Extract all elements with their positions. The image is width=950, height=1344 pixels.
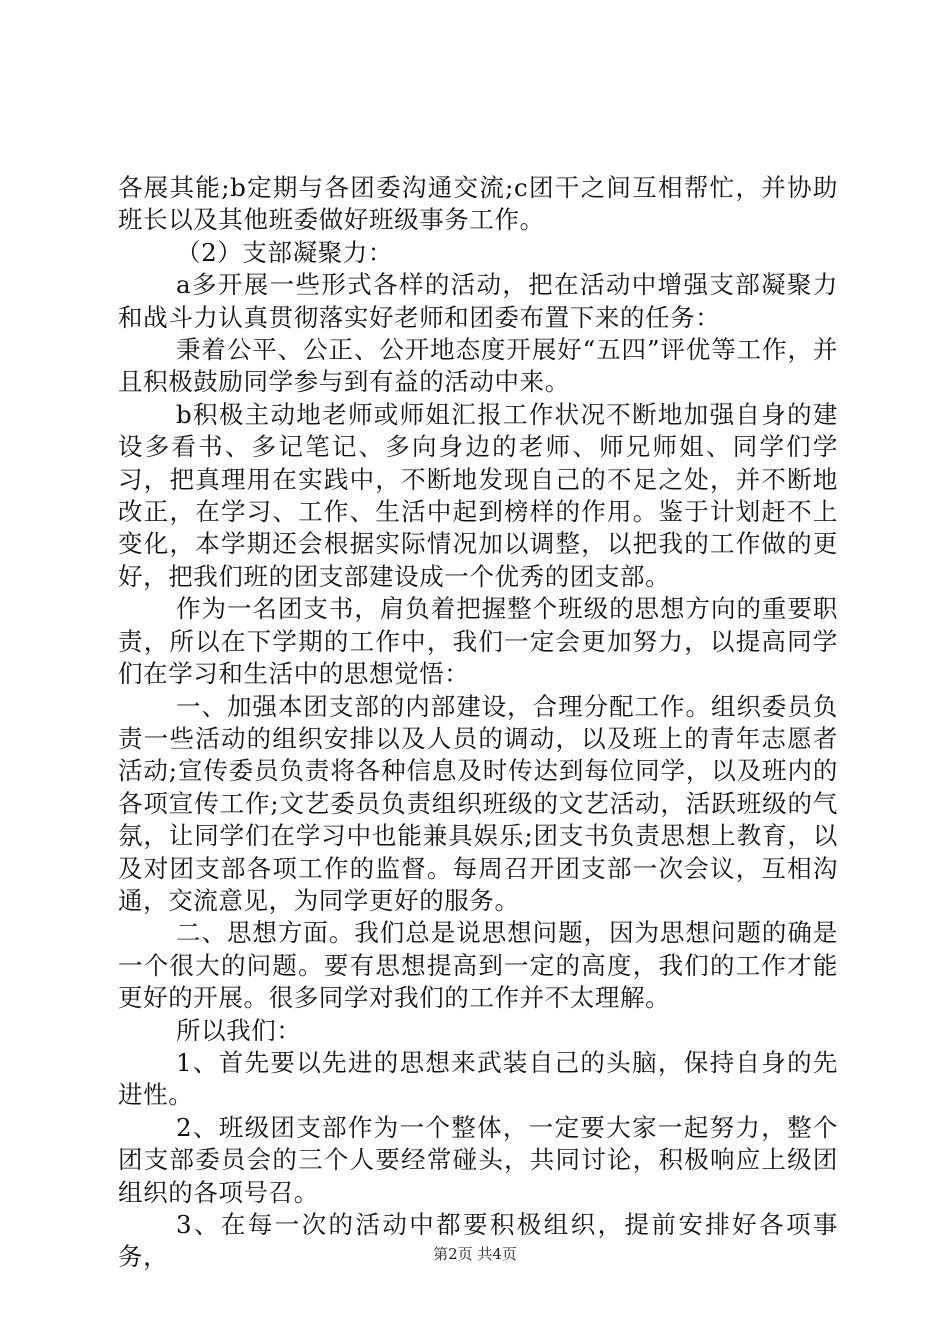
paragraph-so-we: 所以我们：: [176, 1015, 302, 1045]
paragraph-secretary-role: 作为一名团支书，肩负着把握整个班级的思想方向的重要职责，所以在下学期的工作中，我们一定会更加努力，以提高同学们在学习和生活中的思想觉悟：: [118, 594, 838, 689]
paragraph-point-one: 一、加强本团支部的内部建设，合理分配工作。组织委员负责一些活动的组织安排以及人员的调动，以及班上的青年志愿者活动;宣传委员负责将各种信息及时传达到每位同学，以及班内的各项宣传工作;文艺委员负责组织班级的文艺活动，活跃班级的气氛，让同学们在学习中也能兼具娱乐;团支书负责思想上教育，以及对团支部各项工作的监督。每周召开团支部一次会议，互相沟通，交流意见，为同学更好的服务。: [118, 691, 838, 915]
paragraph-point-two: 二、思想方面。我们总是说思想问题，因为思想问题的确是一个很大的问题。要有思想提高到一定的高度，我们的工作才能更好的开展。很多同学对我们的工作并不太理解。: [118, 918, 838, 1013]
paragraph-item-a: a多开展一些形式各样的活动，把在活动中增强支部凝聚力和战斗力认真贯彻落实好老师和团委布置下来的任务：: [118, 270, 838, 332]
list-item-2: 2、班级团支部作为一个整体，一定要大家一起努力，整个团支部委员会的三个人要经常碰头，共同讨论，积极响应上级团组织的各项号召。: [118, 1112, 838, 1207]
list-item-1: 1、首先要以先进的思想来武装自己的头脑，保持自身的先进性。: [118, 1047, 838, 1110]
page-footer: 第2页 共4页: [433, 1245, 517, 1263]
paragraph-continuation: 各展其能;b定期与各团委沟通交流;c团干之间互相帮忙，并协助班长以及其他班委做好班级事务工作。: [118, 173, 838, 235]
paragraph-fairness: 秉着公平、公正、公开地态度开展好“五四”评优等工作，并且积极鼓励同学参与到有益的活动中来。: [118, 335, 838, 397]
section-heading-cohesion: （2）支部凝聚力：: [176, 237, 393, 267]
document-body: [118, 172, 838, 1274]
paragraph-item-b: b积极主动地老师或师姐汇报工作状况不断地加强自身的建设多看书、多记笔记、多向身边的老师、师兄师姐、同学们学习，把真理用在实践中，不断地发现自己的不足之处，并不断地改正，在学习、工作、生活中起到榜样的作用。鉴于计划赶不上变化，本学期还会根据实际情况加以调整，以把我的工作做的更好，把我们班的团支部建设成一个优秀的团支部。: [118, 399, 838, 591]
list-item-3: 3、在每一次的活动中都要积极组织，提前安排好各项事务，: [118, 1210, 838, 1272]
